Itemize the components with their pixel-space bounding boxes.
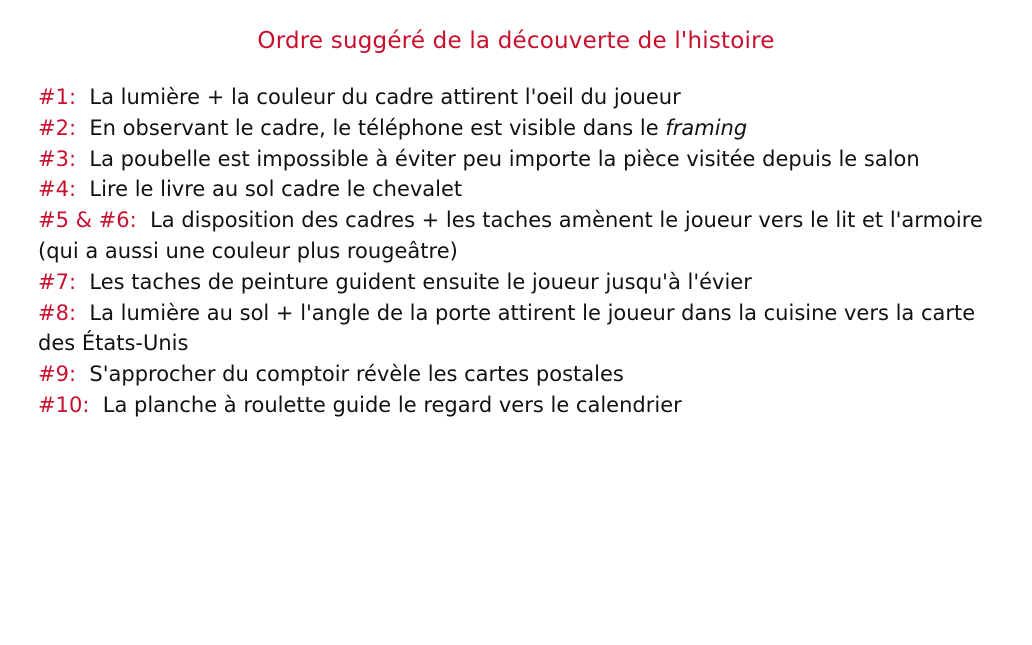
step-number: #3: (38, 146, 77, 171)
step-emphasis: framing (665, 115, 748, 140)
list-item (38, 174, 1006, 205)
step-text: La poubelle est impossible à éviter peu importe la pièce visitée depuis le salon (89, 146, 920, 171)
list-item (38, 113, 1006, 144)
step-text: La lumière + la couleur du cadre attirent l'oeil du joueur (89, 85, 681, 109)
step-number: #4: (38, 177, 77, 202)
step-number: #2: (38, 115, 77, 140)
step-text: Les taches de peinture guident ensuite le joueur jusqu'à l'évier (89, 269, 752, 294)
step-number: #8: (38, 300, 77, 325)
list-item (38, 144, 1006, 175)
step-text: La lumière au sol + l'angle de la porte attirent le joueur dans la cuisine vers la carte des États-Unis (38, 300, 976, 356)
page-title: Ordre suggéré de la découverte de l'histoire (257, 28, 775, 54)
list-item (38, 82, 1006, 113)
step-text: Lire le livre au sol cadre le chevalet (89, 177, 463, 202)
step-text: La planche à roulette guide le regard vers le calendrier (102, 392, 682, 417)
list-item (38, 359, 1006, 390)
list-item (38, 298, 1006, 360)
step-number: #1: (38, 85, 77, 109)
step-text: S'approcher du comptoir révèle les cartes postales (89, 362, 624, 387)
step-number: #5 & #6: (38, 208, 137, 233)
step-text: La disposition des cadres + les taches amènent le joueur vers le lit et l'armoire (qui a aussi une couleur plus rougeâtre) (38, 208, 983, 263)
discovery-order-list (38, 82, 1006, 421)
list-item (38, 205, 1006, 267)
list-item (38, 267, 1006, 298)
step-number: #10: (38, 392, 90, 417)
list-item (38, 390, 1006, 421)
step-number: #7: (38, 269, 77, 294)
step-number: #9: (38, 362, 77, 387)
step-text: En observant le cadre, le téléphone est visible dans le (89, 115, 659, 140)
